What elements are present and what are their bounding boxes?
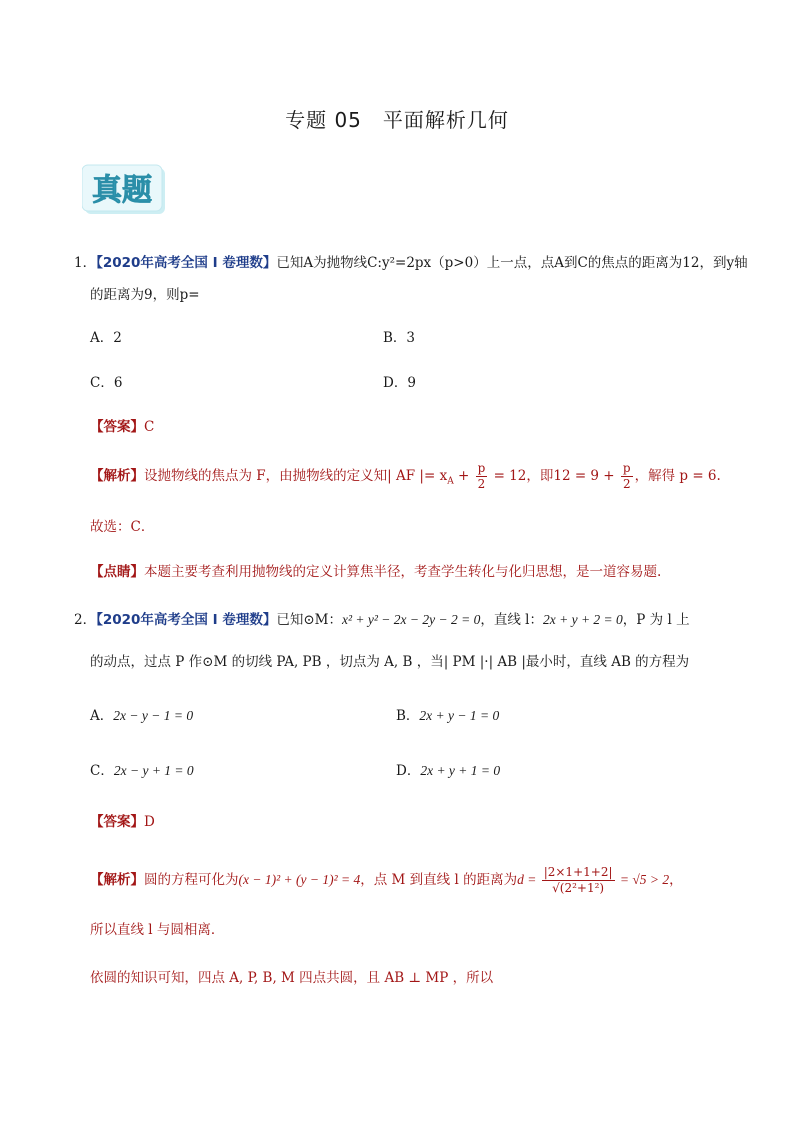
q1-analysis-plus: + [453,468,474,484]
q2-stem-c: ，P 为 l 上 [622,612,690,628]
q2-option-b-text: 2x + y − 1 = 0 [419,708,500,723]
zhenti-badge [82,163,168,217]
q1-analysis-text3: ，解得 [634,468,676,484]
q2-analysis-b: ，点 M 到直线 l 的距离为 [360,872,518,888]
q1-stem-part2: 的距离为9，则p= [90,287,200,303]
q1-analysis-math1: | AF |= x [387,468,448,484]
q1-analysis-math2: 12 = 9 + [553,468,619,484]
q1-frac1-den: 2 [477,477,486,491]
q1-comment [90,562,661,582]
q2-line3: 依圆的知识可知，四点 A, P, B, M 四点共圆，且 AB ⊥ MP ，所以 [90,970,494,986]
q1-option-b: B．3 [383,330,416,346]
q2-option-a [90,706,193,726]
q1-analysis-text1: 设抛物线的焦点为 F，由抛物线的定义知 [144,468,388,484]
q2-option-c [90,761,194,781]
q2-analysis-result: = √5 > 2 [616,872,670,887]
page-title: 专题 05 平面解析几何 [285,108,509,132]
q1-answer [90,417,154,437]
q1-analysis-end: . [716,468,721,484]
q2-option-c-letter: C． [90,763,114,779]
q1-option-a: A．2 [90,330,122,346]
q2-option-a-text: 2x − y − 1 = 0 [113,708,194,723]
q2-analysis-a: 圆的方程可化为 [144,872,239,888]
q2-option-d-letter: D． [396,763,421,779]
q1-analysis-eq1: = 12 [489,468,527,484]
q2-stem-a: 已知⊙M： [276,612,342,628]
q2-answer [90,812,155,832]
q2-distance-fraction [542,865,615,896]
q2-stem-line: 2x + y + 2 = 0 [542,612,623,627]
q1-analysis-label: 【解析】 [90,468,144,484]
q2-frac-num: |2×1+1+2| [543,865,613,879]
q1-frac2-den: 2 [622,477,631,491]
q2-option-b [396,706,499,726]
q1-fraction-1 [476,461,488,492]
q2-answer-value: D [144,814,155,830]
q1-source: 【2020年高考全国 I 卷理数】 [96,255,277,271]
q1-option-d: D．9 [383,375,416,391]
q1-frac1-num: p [477,461,486,475]
q1-analysis-text2: ，即 [526,468,554,484]
q2-option-d-text: 2x + y + 1 = 0 [420,763,501,778]
q1-option-c: C．6 [90,375,123,391]
q2-stem-b: ，直线 l： [480,612,543,628]
q1-fraction-2 [621,461,633,492]
q2-option-d [396,761,500,781]
q2-line1 [74,610,690,630]
q2-option-a-letter: A． [90,708,114,724]
q2-source: 【2020年高考全国 I 卷理数】 [96,612,277,628]
q1-stem-part1: 已知A为抛物线C:y²=2px（p>0）上一点，点A到C的焦点的距离为12，到y轴 [276,255,748,271]
q2-number: 2． [74,612,97,628]
q1-comment-text: 本题主要考查利用抛物线的定义计算焦半径，考查学生转化与化归思想，是一道容易题. [144,564,662,580]
q2-analysis-circle: (x − 1)² + (y − 1)² = 4 [238,872,361,887]
q1-number: 1． [74,255,97,271]
q2-stem-d: 的动点，过点 P 作⊙M 的切线 PA, PB ，切点为 A, B ，当| PM |·| AB |最小时，直线 AB 的方程为 [90,654,690,670]
q2-stem-eq: x² + y² − 2x − 2y − 2 = 0 [341,612,481,627]
q1-frac2-num: p [622,461,631,475]
badge-text: 真题 [92,173,152,208]
q1-analysis [90,459,721,499]
q2-analysis-c: ， [669,872,683,888]
q2-analysis-label: 【解析】 [90,872,144,888]
q1-analysis-math3: p = 6 [675,468,717,484]
q2-frac-den: √(2²+1²) [552,881,605,895]
q1-conclusion: 故选：C． [90,519,155,535]
q1-analysis-sub: A [447,476,454,487]
q2-answer-label: 【答案】 [90,814,144,830]
q2-option-c-text: 2x − y + 1 = 0 [113,763,194,778]
q1-answer-value: C [144,419,155,435]
q1-line1 [74,253,748,273]
q1-answer-label: 【答案】 [90,419,144,435]
q2-analysis-d: d = [517,872,540,887]
q2-line2: 所以直线 l 与圆相离． [90,922,225,938]
q2-option-b-letter: B． [396,708,420,724]
q2-analysis [90,860,683,900]
q1-comment-label: 【点睛】 [90,564,144,580]
